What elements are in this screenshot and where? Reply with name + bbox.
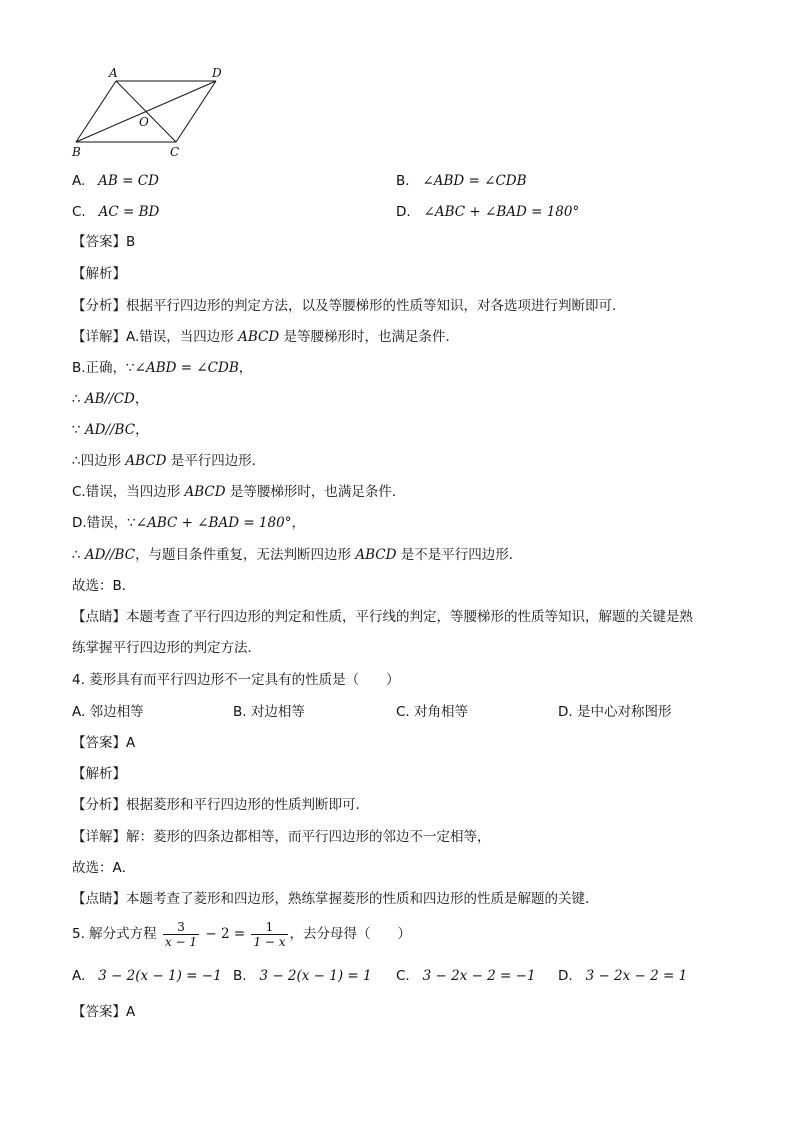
text-segment: 是等腰梯形时，也满足条件． [225, 484, 406, 500]
text-segment: 是平行四边形． [166, 453, 266, 469]
text-segment: ，去分母得（ ） [289, 926, 412, 942]
q3-answer: 【答案】B [72, 234, 136, 250]
fraction-2 [251, 920, 287, 949]
q3-detail-a [72, 328, 459, 346]
q3-detail-d [72, 514, 305, 532]
q4-stem: 4. 菱形具有而平行四边形不一定具有的性质是（ ） [72, 672, 400, 688]
q5-option-c [396, 967, 536, 985]
fraction-denominator: 1 − x [253, 934, 286, 949]
math-segment: ∠ABC + ∠BAD = 180° [135, 515, 292, 531]
math-segment: ABCD [184, 484, 226, 500]
text-segment: B.正确，∵ [72, 360, 135, 376]
math-segment: AD//BC [84, 547, 136, 563]
fraction-numerator: 1 [251, 920, 287, 935]
parallelogram-figure [66, 64, 236, 164]
q5-option-b [233, 967, 372, 985]
q3-comment-line-2: 练掌握平行四边形的判定方法． [72, 640, 261, 656]
q3-option-c [72, 203, 159, 221]
fraction-denominator: x − 1 [164, 934, 198, 949]
q4-option-c: C. 对角相等 [396, 704, 469, 720]
text-segment: ， [135, 422, 149, 438]
label-b: B [72, 145, 81, 159]
q4-option-b: B. 对边相等 [233, 704, 305, 720]
math-segment: ABCD [125, 453, 167, 469]
text-segment: 是不是平行四边形． [396, 547, 523, 563]
q5-option-a [72, 967, 222, 985]
q3-therefore-2 [72, 452, 265, 470]
q4-choose: 故选：A． [72, 860, 136, 876]
math-segment: ∠ABD = ∠CDB [134, 360, 239, 376]
q5-answer: 【答案】A [72, 1004, 136, 1020]
option-letter: C. [396, 968, 410, 984]
q4-analysis: 【分析】根据菱形和平行四边形的性质判断即可． [72, 797, 369, 813]
text-segment: 【详解】A.错误，当四边形 [72, 329, 239, 345]
q4-option-a: A. 邻边相等 [72, 704, 144, 720]
label-c: C [170, 145, 180, 159]
text-segment: ∵ [72, 422, 85, 438]
math-segment: ABCD [238, 329, 280, 345]
q3-comment-line-1: 【点睛】本题考查了平行四边形的判定和性质，平行线的判定，等腰梯形的性质等知识，解题的关键是熟 [72, 609, 693, 625]
option-expr: AB = CD [98, 173, 159, 189]
q3-choose: 故选：B． [72, 578, 136, 594]
q3-therefore-1 [72, 390, 148, 408]
label-d: D [212, 66, 222, 80]
text-segment: 是等腰梯形时，也满足条件． [279, 329, 459, 345]
option-expr: 3 − 2(x − 1) = 1 [259, 968, 372, 984]
option-letter: C. [72, 204, 86, 220]
q4-detail: 【详解】解：菱形的四条边都相等，而平行四边形的邻边不一定相等， [72, 829, 491, 845]
math-segment: ABCD [355, 547, 397, 563]
option-letter: A. [72, 173, 86, 189]
text-segment: ∴ [72, 547, 85, 563]
q3-detail-c [72, 483, 405, 501]
q3-option-b [396, 172, 527, 190]
q3-therefore-3 [72, 546, 522, 564]
text-segment: ， [134, 391, 149, 407]
option-letter: B. [396, 173, 410, 189]
q4-answer: 【答案】A [72, 735, 136, 751]
text-segment: 5. 解分式方程 [72, 926, 161, 942]
text-segment: C.错误，当四边形 [72, 484, 185, 500]
option-expr: ∠ABC + ∠BAD = 180° [423, 204, 580, 220]
math-segment: − 2 = [201, 926, 250, 942]
fraction-1 [163, 920, 199, 949]
math-segment: AD//BC [84, 422, 136, 438]
option-expr: ∠ABD = ∠CDB [422, 173, 527, 189]
fraction-numerator: 3 [163, 920, 199, 935]
label-o: O [139, 115, 149, 129]
option-expr: 3 − 2x − 2 = 1 [585, 968, 688, 984]
option-expr: 3 − 2x − 2 = −1 [422, 968, 536, 984]
text-segment: ，与题目条件重复，无法判断四边形 [135, 547, 356, 563]
q4-option-d: D. 是中心对称图形 [558, 704, 672, 720]
text-segment: ， [238, 360, 253, 376]
text-segment: D.错误，∵ [72, 515, 136, 531]
math-segment: AB//CD [84, 391, 135, 407]
q3-analysis: 【分析】根据平行四边形的判定方法，以及等腰梯形的性质等知识，对各选项进行判断即可． [72, 298, 626, 314]
diagonal-bd [76, 81, 216, 142]
text-segment: ∴ [72, 391, 85, 407]
option-letter: B. [233, 968, 247, 984]
q4-comment: 【点睛】本题考查了菱形和四边形，熟练掌握菱形的性质和四边形的性质是解题的关键． [72, 891, 599, 907]
q4-jiexi-heading: 【解析】 [72, 766, 126, 782]
q3-option-a [72, 172, 159, 190]
option-letter: D. [558, 968, 573, 984]
label-a: A [109, 66, 118, 80]
text-segment: ， [291, 515, 305, 531]
option-expr: AC = BD [98, 204, 160, 220]
q5-option-d [558, 967, 687, 985]
q3-because-2 [72, 421, 149, 439]
q5-stem [72, 916, 411, 952]
option-letter: A. [72, 968, 86, 984]
q3-jiexi-heading: 【解析】 [72, 266, 126, 282]
text-segment: ∴四边形 [72, 453, 126, 469]
option-letter: D. [396, 204, 411, 220]
q3-option-d [396, 203, 579, 221]
option-expr: 3 − 2(x − 1) = −1 [98, 968, 222, 984]
q3-detail-b [72, 359, 252, 377]
